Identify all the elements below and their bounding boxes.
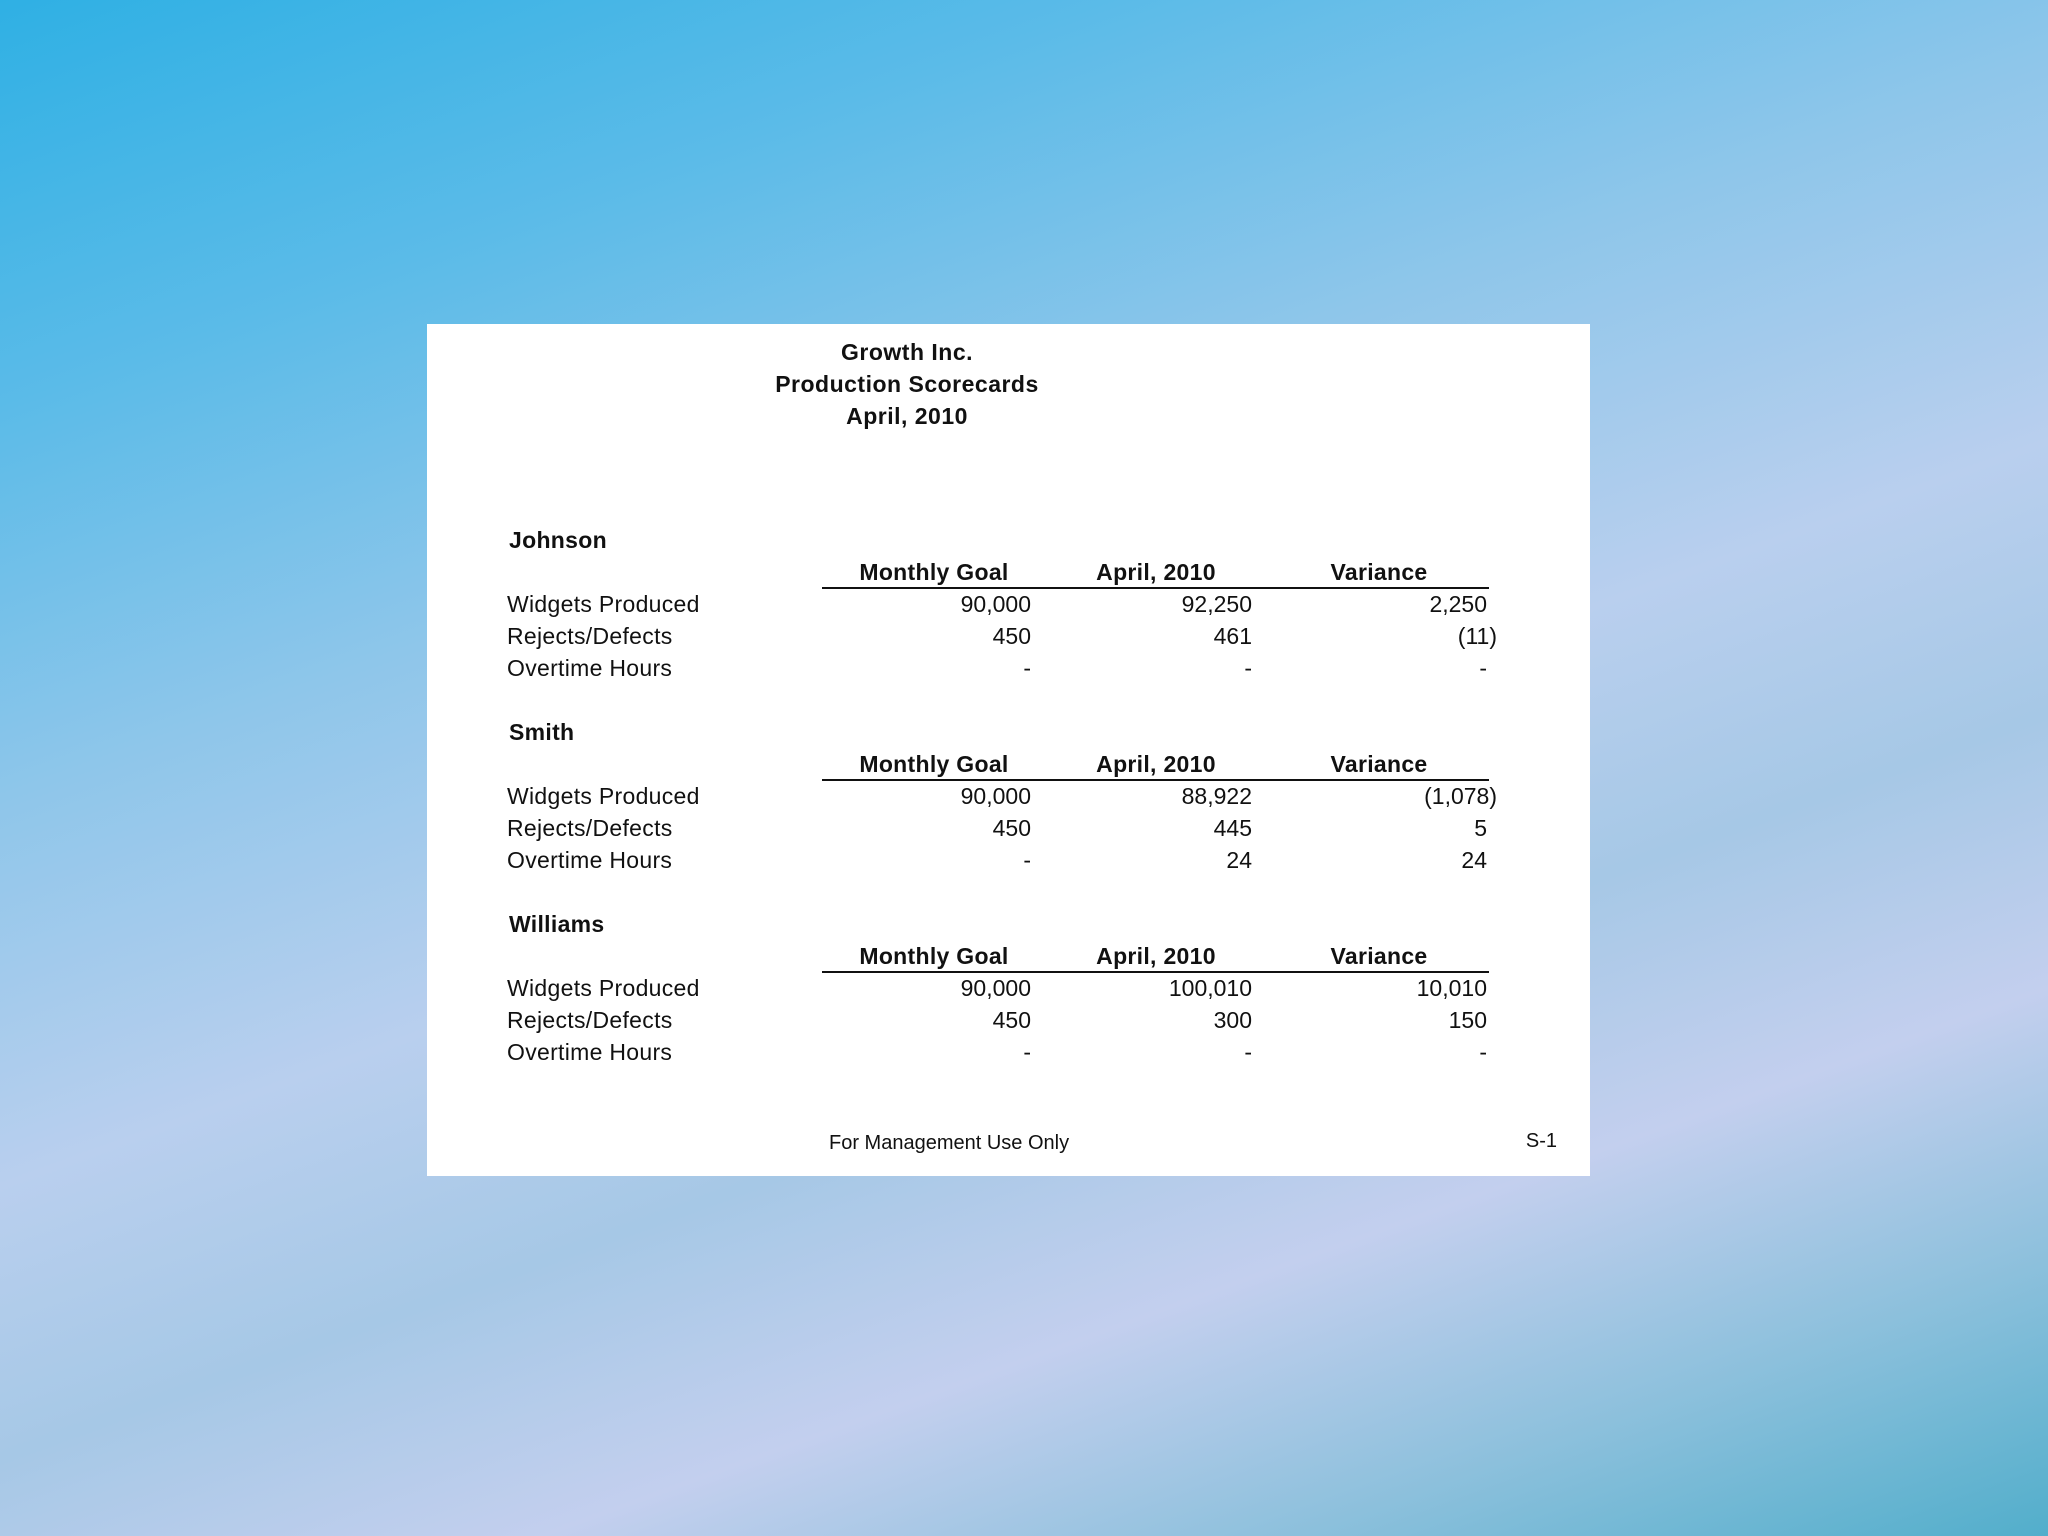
report-header: [757, 336, 1057, 432]
header-rule: [822, 587, 1489, 589]
column-header-variance: Variance: [1330, 751, 1428, 777]
row-label: Rejects/Defects: [507, 1007, 673, 1033]
header-rule: [822, 779, 1489, 781]
goal-value: 450: [992, 815, 1031, 841]
column-header-variance: Variance: [1330, 943, 1428, 969]
actual-value: 100,010: [1168, 975, 1252, 1001]
actual-value: 88,922: [1181, 783, 1252, 809]
table-row: [427, 655, 1590, 687]
report-sheet: [427, 324, 1590, 1176]
goal-value: -: [1023, 847, 1031, 873]
column-header-goal: Monthly Goal: [859, 943, 1009, 969]
variance-value: 5: [1474, 815, 1487, 841]
row-label: Widgets Produced: [507, 783, 700, 809]
table-row: [427, 1007, 1590, 1039]
table-row: [427, 783, 1590, 815]
row-label: Widgets Produced: [507, 591, 700, 617]
table-row: [427, 975, 1590, 1007]
table-row: [427, 623, 1590, 655]
section-name: Johnson: [509, 527, 607, 553]
row-label: Widgets Produced: [507, 975, 700, 1001]
goal-value: 90,000: [960, 975, 1031, 1001]
variance-value: (1,078): [1424, 783, 1497, 809]
column-header-period: April, 2010: [1096, 943, 1216, 969]
actual-value: 92,250: [1181, 591, 1252, 617]
column-header-goal: Monthly Goal: [859, 751, 1009, 777]
goal-value: 450: [992, 623, 1031, 649]
section-name: Smith: [509, 719, 575, 745]
column-header-period: April, 2010: [1096, 751, 1216, 777]
actual-value: -: [1244, 1039, 1252, 1065]
actual-value: 445: [1213, 815, 1252, 841]
table-row: [427, 1039, 1590, 1071]
variance-value: 2,250: [1429, 591, 1487, 617]
actual-value: 300: [1213, 1007, 1252, 1033]
table-row: [427, 847, 1590, 879]
section-name: Williams: [509, 911, 605, 937]
goal-value: 450: [992, 1007, 1031, 1033]
goal-value: 90,000: [960, 591, 1031, 617]
page-id: S-1: [1525, 1130, 1557, 1152]
company-name: Growth Inc.: [841, 339, 973, 365]
variance-value: (11): [1457, 623, 1497, 649]
row-label: Rejects/Defects: [507, 815, 673, 841]
column-header-variance: Variance: [1330, 559, 1428, 585]
variance-value: -: [1479, 1039, 1487, 1065]
footer-note: For Management Use Only: [829, 1132, 1070, 1154]
header-rule: [822, 971, 1489, 973]
row-label: Overtime Hours: [507, 655, 673, 681]
row-label: Overtime Hours: [507, 1039, 673, 1065]
variance-value: 24: [1461, 847, 1487, 873]
variance-value: 10,010: [1416, 975, 1487, 1001]
column-header-period: April, 2010: [1096, 559, 1216, 585]
report-period: April, 2010: [846, 403, 968, 429]
goal-value: 90,000: [960, 783, 1031, 809]
report-title: Production Scorecards: [775, 371, 1039, 397]
row-label: Rejects/Defects: [507, 623, 673, 649]
goal-value: -: [1023, 1039, 1031, 1065]
actual-value: 461: [1213, 623, 1252, 649]
table-row: [427, 591, 1590, 623]
actual-value: 24: [1226, 847, 1252, 873]
variance-value: 150: [1448, 1007, 1487, 1033]
variance-value: -: [1479, 655, 1487, 681]
row-label: Overtime Hours: [507, 847, 673, 873]
table-row: [427, 815, 1590, 847]
actual-value: -: [1244, 655, 1252, 681]
column-header-goal: Monthly Goal: [859, 559, 1009, 585]
goal-value: -: [1023, 655, 1031, 681]
